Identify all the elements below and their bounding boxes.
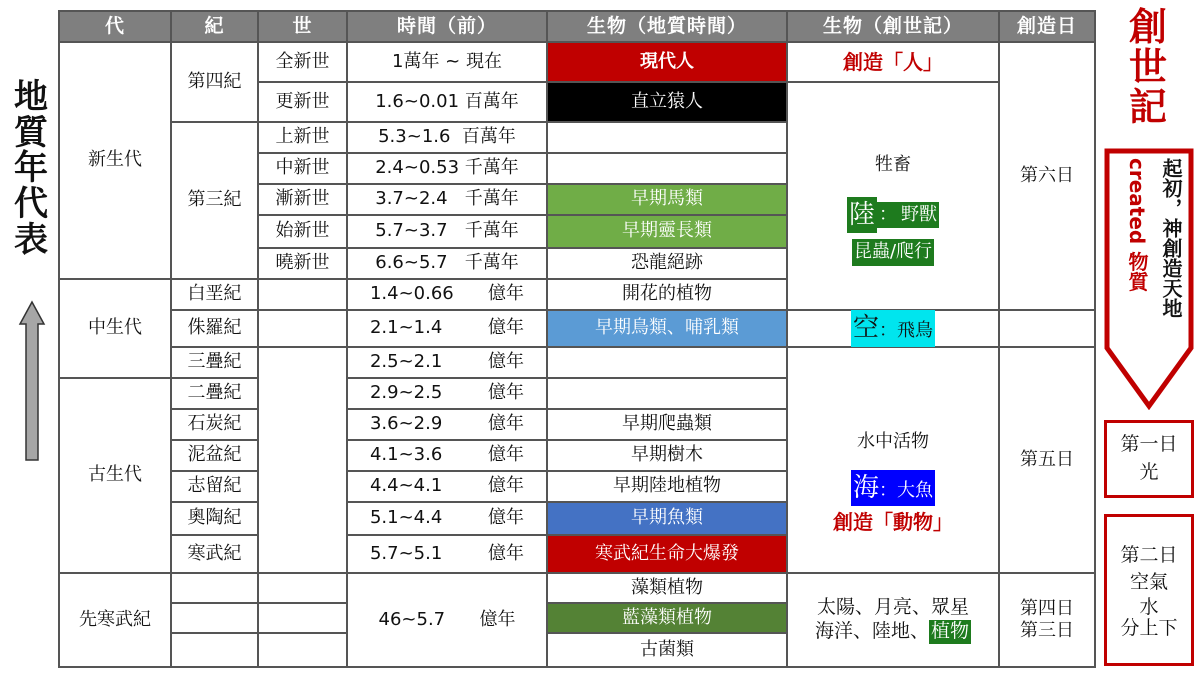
time-cell: 5.3~1.6 百萬年 [348, 123, 546, 152]
genesis-land-colon: ： [877, 202, 899, 229]
genesis-create-animals: 創造「動物」 [833, 510, 953, 534]
epoch-empty [259, 634, 346, 666]
life-empty [548, 379, 786, 408]
period-silurian: 志留紀 [172, 472, 257, 501]
era-precambrian: 先寒武紀 [60, 574, 170, 666]
life-bird-mammal: 早期鳥類、哺乳類 [548, 311, 786, 346]
genesis-water-animals [788, 348, 998, 572]
period-tertiary: 第三紀 [172, 123, 257, 278]
creation-day-4: 第四日 [1020, 597, 1074, 619]
epoch-oligocene: 漸新世 [259, 185, 346, 214]
epoch-eocene: 始新世 [259, 216, 346, 247]
day1-box [1104, 420, 1194, 498]
creation-day-5: 第五日 [1000, 348, 1094, 572]
genesis-title-char: 創 [1128, 5, 1167, 49]
era-paleozoic: 古生代 [60, 379, 170, 572]
genesis-earth-prefix: 海洋、陸地、 [814, 620, 929, 642]
header-life-genesis: 生物（創世記） [788, 12, 998, 41]
period-empty [172, 634, 257, 666]
epoch-empty [259, 348, 346, 572]
epoch-pleistocene: 更新世 [259, 83, 346, 121]
up-arrow-icon [18, 300, 46, 462]
left-title-char: 質 [14, 112, 48, 153]
left-title-char: 年 [14, 148, 48, 189]
genesis-air [851, 310, 935, 347]
genesis-livestock: 牲畜 [875, 154, 911, 176]
creation-day-4-3 [1000, 574, 1094, 666]
header-period: 紀 [172, 12, 257, 41]
genesis-title-char: 世 [1128, 44, 1167, 89]
time-cell: 2.4~0.53 千萬年 [348, 154, 546, 183]
day2-title: 第二日 [1120, 543, 1178, 566]
time-cell: 46~5.7 億年 [348, 574, 546, 666]
life-empty [548, 123, 786, 152]
creation-day-empty [1000, 311, 1094, 346]
header-creation-day: 創造日 [1000, 12, 1094, 41]
genesis-sea-prefix: 海 [852, 472, 879, 503]
epoch-miocene: 中新世 [259, 154, 346, 183]
genesis-water-life: 水中活物 [857, 431, 929, 452]
genesis-arrow-line2: created 物質 [1125, 158, 1149, 292]
period-triassic: 三疊紀 [172, 348, 257, 377]
time-cell: 5.1~4.4 億年 [348, 503, 546, 534]
period-carboniferous: 石炭紀 [172, 410, 257, 439]
day1-text: 光 [1139, 461, 1159, 483]
genesis-title-char: 記 [1128, 84, 1167, 129]
time-cell: 2.9~2.5 億年 [348, 379, 546, 408]
epoch-empty [259, 574, 346, 602]
day1-title: 第一日 [1120, 433, 1178, 456]
life-algae: 藻類植物 [548, 574, 786, 602]
genesis-sea [851, 470, 935, 507]
life-archaea: 古菌類 [548, 634, 786, 666]
geologic-table [58, 10, 1096, 668]
life-homo-erectus: 直立猿人 [548, 83, 786, 121]
time-cell: 3.7~2.4 千萬年 [348, 185, 546, 214]
epoch-empty [259, 280, 346, 309]
genesis-sea-rest: ：大魚 [879, 479, 933, 501]
life-cambrian-explosion: 寒武紀生命大爆發 [548, 536, 786, 572]
life-empty [548, 348, 786, 377]
epoch-holocene: 全新世 [259, 43, 346, 81]
left-title [8, 77, 54, 260]
period-cambrian: 寒武紀 [172, 536, 257, 572]
genesis-land-prefix: 陸 [847, 197, 877, 234]
header-life-geologic: 生物（地質時間） [548, 12, 786, 41]
epoch-paleocene: 曉新世 [259, 249, 346, 278]
life-early-fish: 早期魚類 [548, 503, 786, 534]
period-jurassic: 侏羅紀 [172, 311, 257, 346]
epoch-empty [259, 311, 346, 346]
left-title-char: 代 [14, 184, 48, 225]
time-cell: 4.1~3.6 億年 [348, 441, 546, 470]
header-epoch: 世 [259, 12, 346, 41]
genesis-wild-beasts: 野獸 [899, 202, 939, 229]
epoch-pliocene: 上新世 [259, 123, 346, 152]
time-cell: 2.5~2.1 億年 [348, 348, 546, 377]
left-title-char: 地 [14, 77, 48, 117]
life-early-land-plant: 早期陸地植物 [548, 472, 786, 501]
life-early-reptile: 早期爬蟲類 [548, 410, 786, 439]
day2-box [1104, 514, 1194, 666]
day2-line1: 空氣 [1129, 571, 1168, 594]
genesis-earth-line [815, 620, 971, 644]
period-empty [172, 604, 257, 632]
life-cyanobacteria: 藍藻類植物 [548, 604, 786, 632]
creation-day-3: 第三日 [1020, 620, 1074, 641]
era-mesozoic: 中生代 [60, 280, 170, 377]
genesis-air-prefix: 空 [852, 313, 879, 344]
header-time: 時間（前） [348, 12, 546, 41]
day2-line2: 水 [1139, 595, 1159, 618]
time-cell: 1.4~0.66 億年 [348, 280, 546, 309]
life-modern-human: 現代人 [548, 43, 786, 81]
time-cell: 4.4~4.1 億年 [348, 472, 546, 501]
genesis-air-row [788, 311, 998, 346]
genesis-insects-reptiles: 昆蟲/爬行 [852, 239, 934, 266]
creation-day-6: 第六日 [1000, 43, 1094, 309]
time-cell: 6.6~5.7 千萬年 [348, 249, 546, 278]
epoch-empty [259, 604, 346, 632]
period-quaternary: 第四紀 [172, 43, 257, 121]
period-empty [172, 574, 257, 602]
period-ordovician: 奧陶紀 [172, 503, 257, 534]
genesis-heaven-earth [788, 574, 998, 666]
time-cell: 5.7~5.1 億年 [348, 536, 546, 572]
time-cell: 2.1~1.4 億年 [348, 311, 546, 346]
genesis-arrow-text [1106, 152, 1192, 372]
genesis-arrow-line1: 起初，神創造天地 [1159, 158, 1183, 318]
life-empty [548, 154, 786, 183]
time-cell: 3.6~2.9 億年 [348, 410, 546, 439]
time-cell: 5.7~3.7 千萬年 [348, 216, 546, 247]
life-early-primate: 早期靈長類 [548, 216, 786, 247]
genesis-celestial: 太陽、月亮、眾星 [816, 596, 969, 619]
day2-line3: 分上下 [1120, 616, 1178, 639]
header-era: 代 [60, 12, 170, 41]
genesis-land-line [847, 197, 939, 234]
genesis-create-man: 創造「人」 [788, 43, 998, 81]
genesis-air-rest: ：飛鳥 [879, 320, 933, 342]
genesis-plants: 植物 [931, 620, 970, 642]
life-early-tree: 早期樹木 [548, 441, 786, 470]
genesis-title [1104, 5, 1192, 129]
period-permian: 二疊紀 [172, 379, 257, 408]
left-title-char: 表 [14, 219, 48, 260]
period-cretaceous: 白垩紀 [172, 280, 257, 309]
life-flowering: 開花的植物 [548, 280, 786, 309]
life-early-horse: 早期馬類 [548, 185, 786, 214]
era-cenozoic: 新生代 [60, 43, 170, 278]
genesis-land-animals [788, 83, 998, 309]
life-dino-extinct: 恐龍絕跡 [548, 249, 786, 278]
time-cell: 1.6~0.01 百萬年 [348, 83, 546, 121]
time-cell: 1萬年 ~ 現在 [348, 43, 546, 81]
period-devonian: 泥盆紀 [172, 441, 257, 470]
